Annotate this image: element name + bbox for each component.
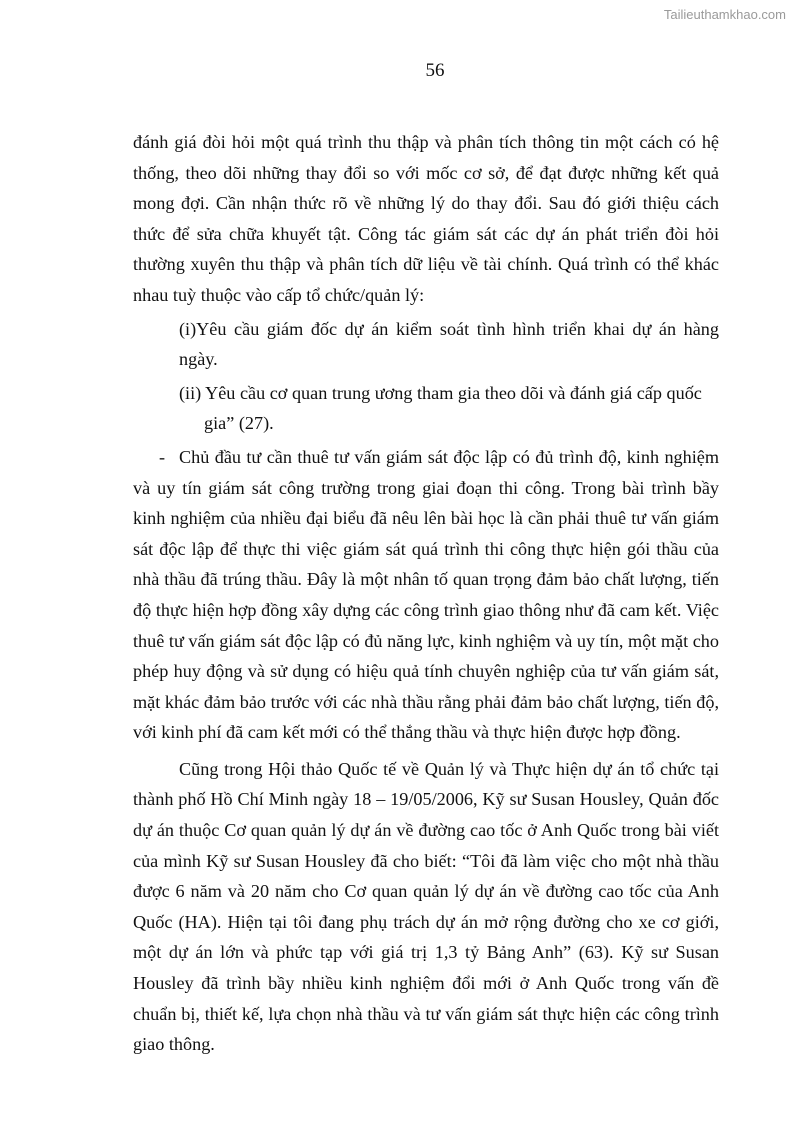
page-number: 56 (425, 60, 445, 81)
list-item-ii-line2: gia” (27). (204, 413, 274, 434)
dash-bullet: - (159, 446, 166, 467)
paragraph-intro: đánh giá đòi hỏi một quá trình thu thập và phân tích thông tin một cách có hệ thống, theo dõi những thay đổi so với mốc cơ sở, để đạt được những kết quả mong đợi. Cần nhận thức rõ về những lý do thay đổi. Sau đó giới thiệu cách thức để sửa chữa khuyết tật. Công tác giám sát các dự án phát triển đòi hỏi thường xuyên thu thập và phân tích dữ liệu về tài chính. Quá trình có thể khác nhau tuỳ thuộc vào cấp tổ chức/quản lý: (133, 132, 719, 305)
paragraph-conference: Cũng trong Hội thảo Quốc tế về Quản lý và Thực hiện dự án tổ chức tại thành phố Hồ Chí Minh ngày 18 – 19/05/2006, Kỹ sư Susan Housley, Quản đốc dự án thuộc Cơ quan quản lý dự án về đường cao tốc ở Anh Quốc trong bài viết của mình Kỹ sư Susan Housley đã cho biết: “Tôi đã làm việc cho một nhà thầu được 6 năm và 20 năm cho Cơ quan quản lý dự án về đường cao tốc của Anh Quốc (HA). Hiện tại tôi đang phụ trách dự án mở rộng đường cho xe cơ giới, một dự án lớn và phức tạp với giá trị 1,3 tỷ Bảng Anh” (63). Kỹ sư Susan Housley đã trình bầy nhiều kinh nghiệm đổi mới ở Anh Quốc trong vấn đề chuẩn bị, thiết kế, lựa chọn nhà thầu và tư vấn giám sát thực hiện các công trình giao thông. (133, 758, 719, 1055)
watermark-text: Tailieuthamkhao.com (663, 7, 786, 22)
list-item-ii (133, 378, 719, 439)
list-item-ii-line1: (ii) Yêu cầu cơ quan trung ương tham gia theo dõi và đánh giá cấp quốc (179, 382, 702, 403)
document-body (133, 127, 719, 1060)
paragraph-supervision-text: Chủ đầu tư cần thuê tư vấn giám sát độc lập có đủ trình độ, kinh nghiệm và uy tín giám sát công trường trong giai đoạn thi công. Trong bài trình bầy kinh nghiệm của nhiều đại biểu đã nêu lên bài học là cần phải thuê tư vấn giám sát độc lập để thực thi việc giám sát quá trình thi công thực hiện gói thầu của nhà thầu đã trúng thầu. Đây là một nhân tố quan trọng đảm bảo chất lượng, tiến độ thực hiện hợp đồng xây dựng các công trình giao thông như đã cam kết. Việc thuê tư vấn giám sát độc lập có đủ năng lực, kinh nghiệm và uy tín, một mặt cho phép huy động và sử dụng có hiệu quả tính chuyên nghiệp của tư vấn giám sát, mặt khác đảm bảo trước với các nhà thầu rằng phải đảm bảo chất lượng, tiến độ, với kinh phí đã cam kết mới có thể thắng thầu và thực hiện được hợp đồng. (133, 446, 719, 743)
list-item-i: (i)Yêu cầu giám đốc dự án kiểm soát tình hình triển khai dự án hàng ngày. (179, 318, 719, 370)
paragraph-supervision (133, 442, 719, 748)
